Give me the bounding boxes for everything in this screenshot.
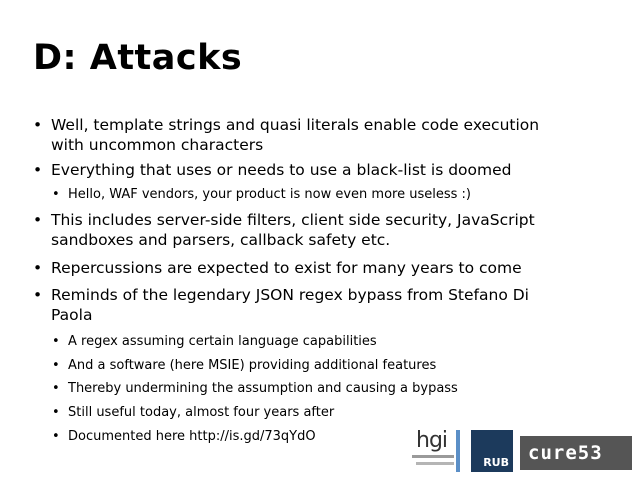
sub-bullet-item	[52, 404, 588, 421]
bullet-marker: •	[33, 211, 43, 229]
bullet-line: Still useful today, almost four years after	[68, 405, 335, 420]
cure53-logo-text: cure53	[528, 442, 603, 464]
hgi-logo-bar	[456, 430, 460, 472]
bullet-line: sandboxes and parsers, callback safety etc.	[51, 231, 391, 249]
bullet-line: with uncommon characters	[51, 136, 264, 154]
bullet-marker: •	[33, 116, 43, 134]
bullet-marker: •	[52, 405, 60, 420]
bullet-line: Paola	[51, 306, 93, 324]
bullet-marker: •	[33, 259, 43, 277]
rub-logo-text: RUB	[483, 456, 509, 469]
hgi-logo	[410, 428, 464, 474]
bullet-item	[33, 160, 603, 180]
hgi-logo-subtitle-line	[412, 455, 454, 458]
bullet-item	[33, 210, 603, 250]
bullet-item	[33, 115, 603, 155]
bullet-marker: •	[33, 161, 43, 179]
slide-title: D: Attacks	[33, 38, 243, 78]
sub-bullet-item	[52, 380, 588, 397]
bullet-item	[33, 285, 603, 325]
bullet-line: Thereby undermining the assumption and causing a bypass	[68, 381, 458, 396]
bullet-line: A regex assuming certain language capabilities	[68, 334, 377, 349]
bullet-marker: •	[33, 286, 43, 304]
bullet-marker: •	[52, 381, 60, 396]
bullet-line: Repercussions are expected to exist for many years to come	[51, 259, 522, 277]
bullet-item	[33, 258, 603, 278]
hgi-logo-subtitle-line	[416, 462, 454, 465]
bullet-line: This includes server-side filters, client side security, JavaScript	[51, 211, 535, 229]
hgi-logo-text: hgi	[416, 428, 448, 453]
bullet-marker: •	[52, 187, 60, 202]
cure53-logo	[520, 436, 632, 470]
rub-logo	[471, 430, 513, 472]
bullet-line: Documented here http://is.gd/73qYdO	[68, 429, 316, 444]
bullet-marker: •	[52, 358, 60, 373]
bullet-marker: •	[52, 429, 60, 444]
bullet-line: Hello, WAF vendors, your product is now even more useless :)	[68, 187, 471, 202]
bullet-marker: •	[52, 334, 60, 349]
sub-bullet-item	[52, 333, 588, 350]
sub-bullet-item	[52, 357, 588, 374]
bullet-line: And a software (here MSIE) providing additional features	[68, 358, 437, 373]
bullet-line: Reminds of the legendary JSON regex bypass from Stefano Di	[51, 286, 529, 304]
bullet-line: Well, template strings and quasi literals enable code execution	[51, 116, 540, 134]
sub-bullet-item	[52, 186, 588, 203]
bullet-line: Everything that uses or needs to use a black-list is doomed	[51, 161, 512, 179]
logo-strip	[410, 428, 632, 474]
